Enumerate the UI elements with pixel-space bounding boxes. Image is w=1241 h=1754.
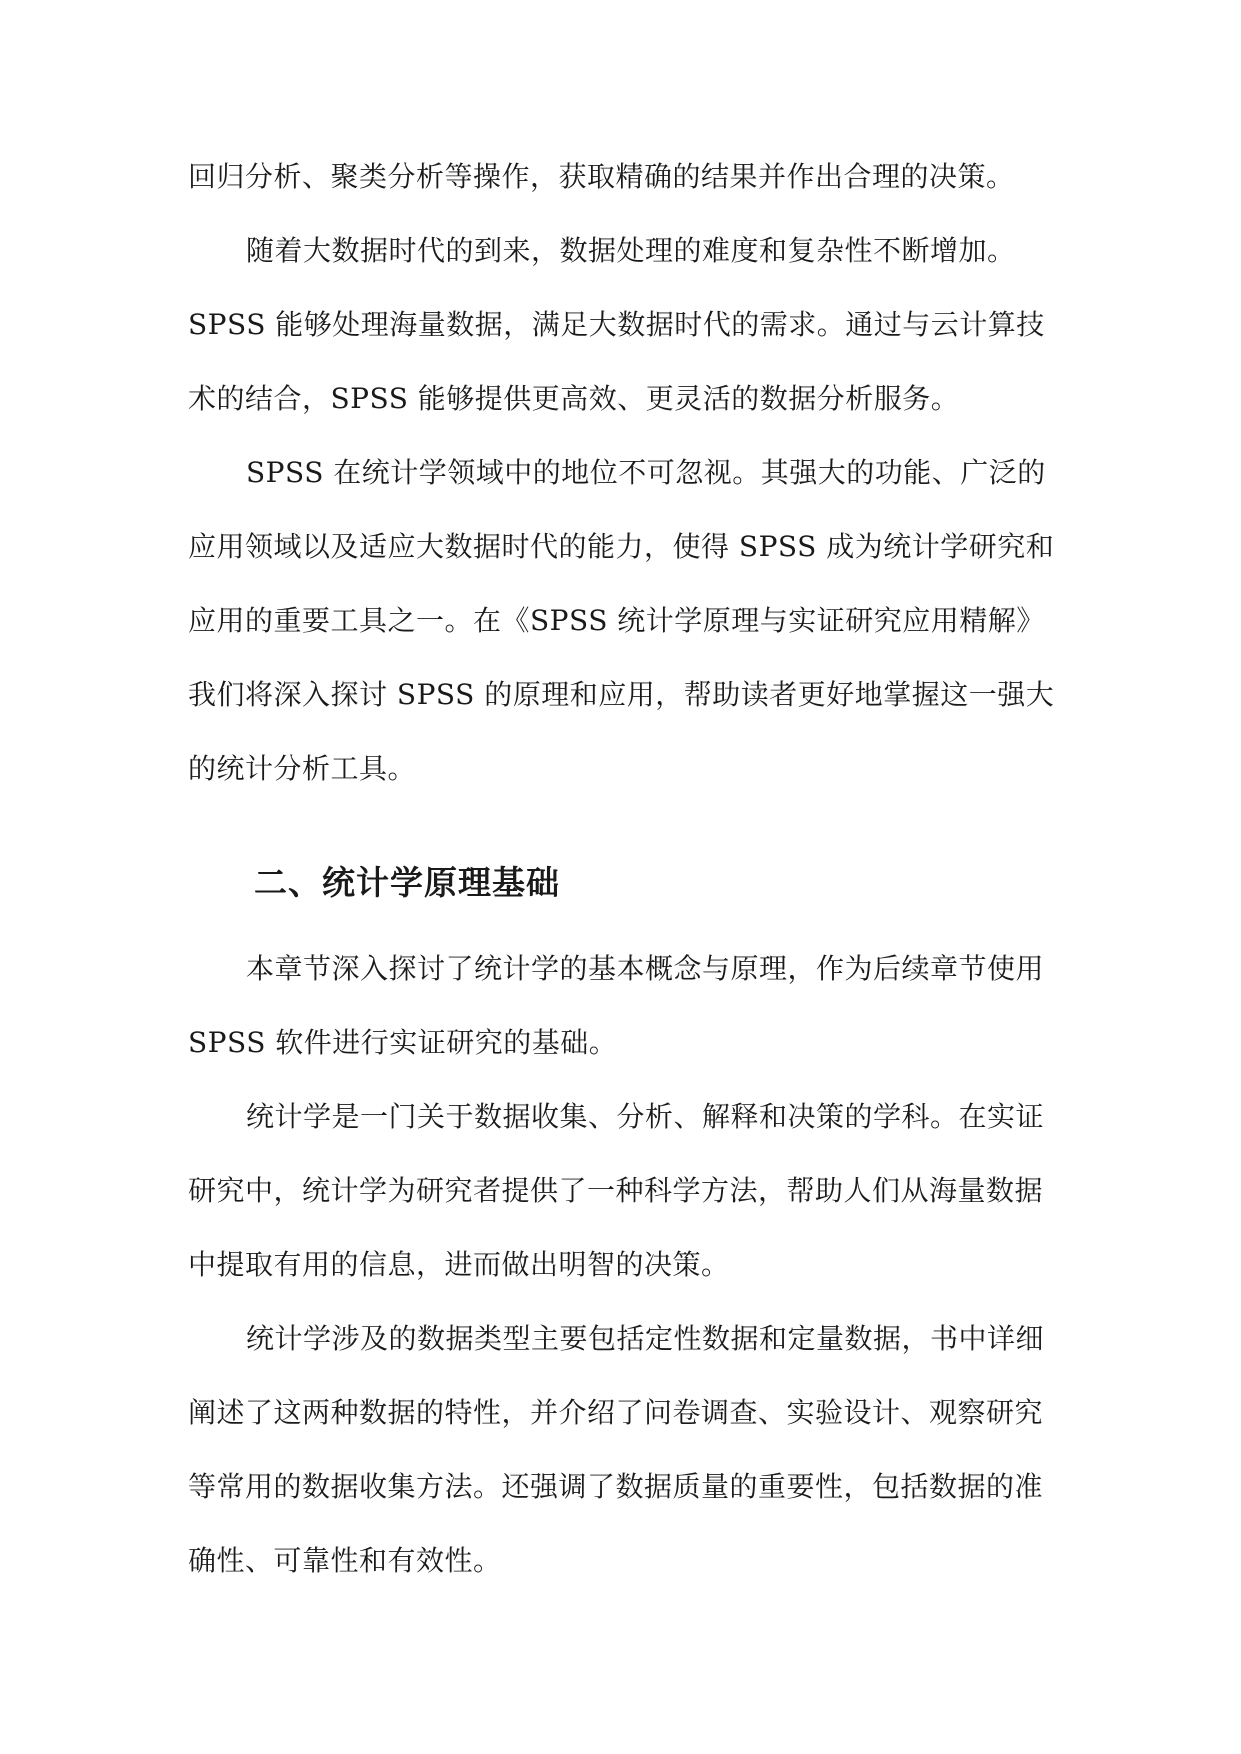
text-line: 本章节深入探讨了统计学的基本概念与原理，作为后续章节使用 [246,952,1045,985]
text-line: SPSS 能够处理海量数据，满足大数据时代的需求。通过与云计算技 [188,308,1045,341]
paragraph [188,1302,1058,1598]
text-line: SPSS 在统计学领域中的地位不可忽视。其强大的功能、广泛的 [246,456,1046,489]
text-line: 等常用的数据收集方法。还强调了数据质量的重要性，包括数据的准 [188,1470,1044,1503]
text-line: SPSS 软件进行实证研究的基础。 [188,1026,618,1059]
paragraph [188,436,1058,806]
paragraph [188,140,1058,214]
paragraph [188,214,1058,436]
page-body [188,140,1058,1598]
text-line: 回归分析、聚类分析等操作，获取精确的结果并作出合理的决策。 [188,160,1015,193]
text-line: 中提取有用的信息，进而做出明智的决策。 [188,1248,730,1281]
text-line: 随着大数据时代的到来，数据处理的难度和复杂性不断增加。 [246,234,1016,267]
section-heading: 二、统计学原理基础 [254,863,560,902]
paragraph [188,932,1058,1080]
text-line: 确性、可靠性和有效性。 [188,1544,502,1577]
paragraph [188,1080,1058,1302]
text-line: 的统计分析工具。 [188,752,417,785]
text-line: 应用的重要工具之一。在《SPSS 统计学原理与实证研究应用精解》 [188,604,1045,637]
section-heading-row [188,846,1058,920]
text-line: 阐述了这两种数据的特性，并介绍了问卷调查、实验设计、观察研究 [188,1396,1044,1429]
text-line: 术的结合，SPSS 能够提供更高效、更灵活的数据分析服务。 [188,382,960,415]
text-line: 统计学是一门关于数据收集、分析、解释和决策的学科。在实证 [246,1100,1045,1133]
text-line: 研究中，统计学为研究者提供了一种科学方法，帮助人们从海量数据 [188,1174,1044,1207]
text-line: 统计学涉及的数据类型主要包括定性数据和定量数据，书中详细 [246,1322,1045,1355]
text-line: 我们将深入探讨 SPSS 的原理和应用，帮助读者更好地掌握这一强大 [188,678,1055,711]
text-line: 应用领域以及适应大数据时代的能力，使得 SPSS 成为统计学研究和 [188,530,1055,563]
